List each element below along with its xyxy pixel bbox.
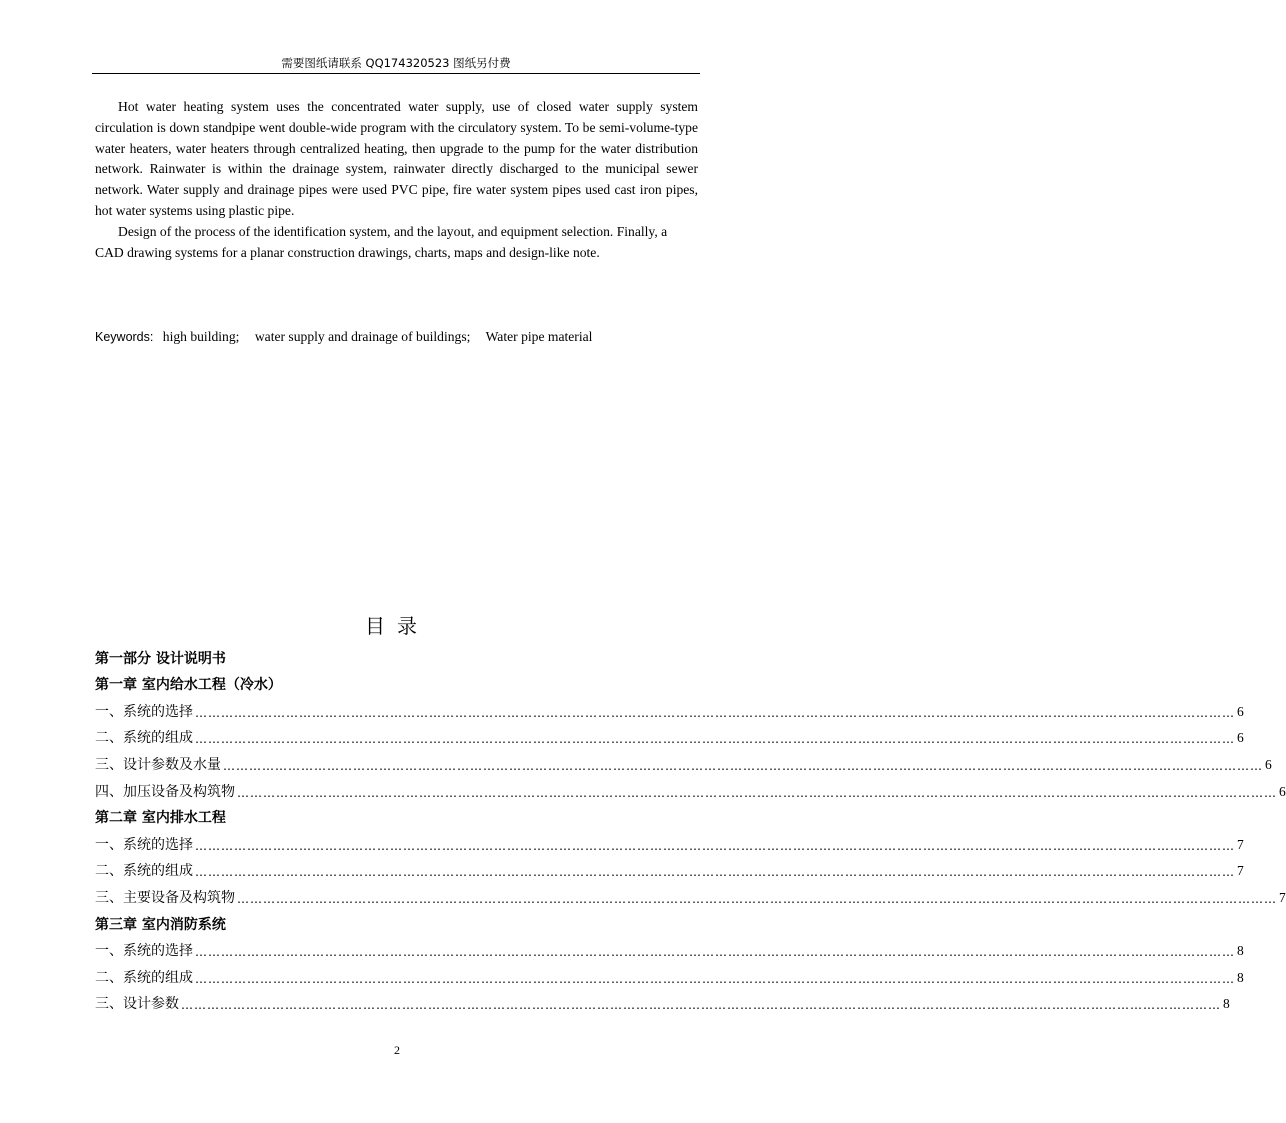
- toc-entry-title: 一、系统的选择: [95, 943, 193, 960]
- toc-entry-title: 第一章 室内给水工程（冷水）: [95, 677, 282, 694]
- toc-page-number: 8: [1223, 996, 1230, 1012]
- toc-page-number: 6: [1279, 783, 1286, 799]
- toc-entry-title: 一、系统的选择: [95, 703, 193, 720]
- toc-entry-title: 二、系统的组成: [95, 730, 193, 747]
- toc-title: 目录: [365, 614, 429, 638]
- toc-heading: [95, 908, 663, 935]
- toc-leader-dots: ……………………………………………………………………………………………………………………………………………………………………………………………………………………: [195, 945, 1235, 960]
- keyword-item: Water pipe material: [485, 329, 593, 344]
- toc-entry-title: 第一部分 设计说明书: [95, 650, 226, 667]
- toc-entry[interactable]: [95, 695, 1244, 722]
- toc-page-number: 8: [1237, 943, 1244, 959]
- toc-entry[interactable]: [95, 855, 1244, 882]
- toc-entry-title: 二、系统的组成: [95, 863, 193, 880]
- toc-leader-dots: ……………………………………………………………………………………………………………………………………………………………………………………………………………………: [237, 891, 1277, 906]
- toc-page-number: 6: [1265, 756, 1272, 772]
- toc-entry-title: 三、设计参数及水量: [95, 756, 221, 773]
- toc-entry[interactable]: [95, 881, 1286, 908]
- toc-entry-title: 二、系统的组成: [95, 969, 193, 986]
- keywords-label: Keywords:: [95, 330, 154, 344]
- toc-entry[interactable]: [95, 935, 1244, 962]
- toc-heading: [95, 802, 663, 829]
- toc-entry-title: 三、设计参数: [95, 996, 179, 1013]
- toc-leader-dots: ……………………………………………………………………………………………………………………………………………………………………………………………………………………: [237, 785, 1277, 800]
- abstract-section: [95, 97, 698, 263]
- toc-page-number: 7: [1237, 863, 1244, 879]
- toc-entry-title: 三、主要设备及构筑物: [95, 889, 235, 906]
- toc-leader-dots: ……………………………………………………………………………………………………………………………………………………………………………………………………………………: [195, 971, 1235, 986]
- toc-heading: [95, 642, 663, 669]
- toc-entry[interactable]: [95, 775, 1286, 802]
- toc-entry-title: 第二章 室内排水工程: [95, 810, 226, 827]
- toc-page-number: 6: [1237, 730, 1244, 746]
- toc-page-number: 7: [1279, 889, 1286, 905]
- toc-leader-dots: ……………………………………………………………………………………………………………………………………………………………………………………………………………………: [195, 865, 1235, 880]
- toc-heading: [95, 669, 663, 696]
- table-of-contents: [95, 642, 1286, 1014]
- toc-entry[interactable]: [95, 748, 1272, 775]
- abstract-paragraph: Hot water heating system uses the concentrated water supply, use of closed water supply system circulation is down standpipe went double-wide program with the circulatory system. To be semi-volume-type water heaters, water heaters through centralized heating, then upgrade to the pump for the water distribution network. Rainwater is within the drainage system, rainwater directly discharged to the municipal sewer network. Water supply and drainage pipes were used PVC pipe, fire water system pipes used cast iron pipes, hot water systems using plastic pipe.: [95, 99, 698, 218]
- toc-entry-title: 四、加压设备及构筑物: [95, 783, 235, 800]
- toc-page-number: 8: [1237, 969, 1244, 985]
- toc-leader-dots: ……………………………………………………………………………………………………………………………………………………………………………………………………………………: [195, 838, 1235, 853]
- toc-entry[interactable]: [95, 828, 1244, 855]
- toc-entry-title: 一、系统的选择: [95, 836, 193, 853]
- toc-page-number: 7: [1237, 836, 1244, 852]
- toc-leader-dots: ……………………………………………………………………………………………………………………………………………………………………………………………………………………: [195, 732, 1235, 747]
- toc-leader-dots: ……………………………………………………………………………………………………………………………………………………………………………………………………………………: [223, 758, 1263, 773]
- keywords-line: [95, 327, 698, 347]
- keyword-item: high building;: [162, 329, 240, 344]
- abstract-paragraph: Design of the process of the identification system, and the layout, and equipment selection. Finally, a CAD drawing systems for a planar construction drawings, charts, maps and design-like note.: [95, 223, 668, 260]
- page-header: 需要图纸请联系 QQ174320523 图纸另付费: [92, 56, 700, 74]
- toc-entry-title: 第三章 室内消防系统: [95, 916, 226, 933]
- page-number: 2: [394, 1043, 400, 1057]
- toc-entry[interactable]: [95, 961, 1244, 988]
- toc-leader-dots: ……………………………………………………………………………………………………………………………………………………………………………………………………………………: [195, 705, 1235, 720]
- keyword-item: water supply and drainage of buildings;: [254, 329, 471, 344]
- toc-leader-dots: ……………………………………………………………………………………………………………………………………………………………………………………………………………………: [181, 998, 1221, 1013]
- toc-entry[interactable]: [95, 988, 1230, 1015]
- toc-entry[interactable]: [95, 722, 1244, 749]
- toc-page-number: 6: [1237, 703, 1244, 719]
